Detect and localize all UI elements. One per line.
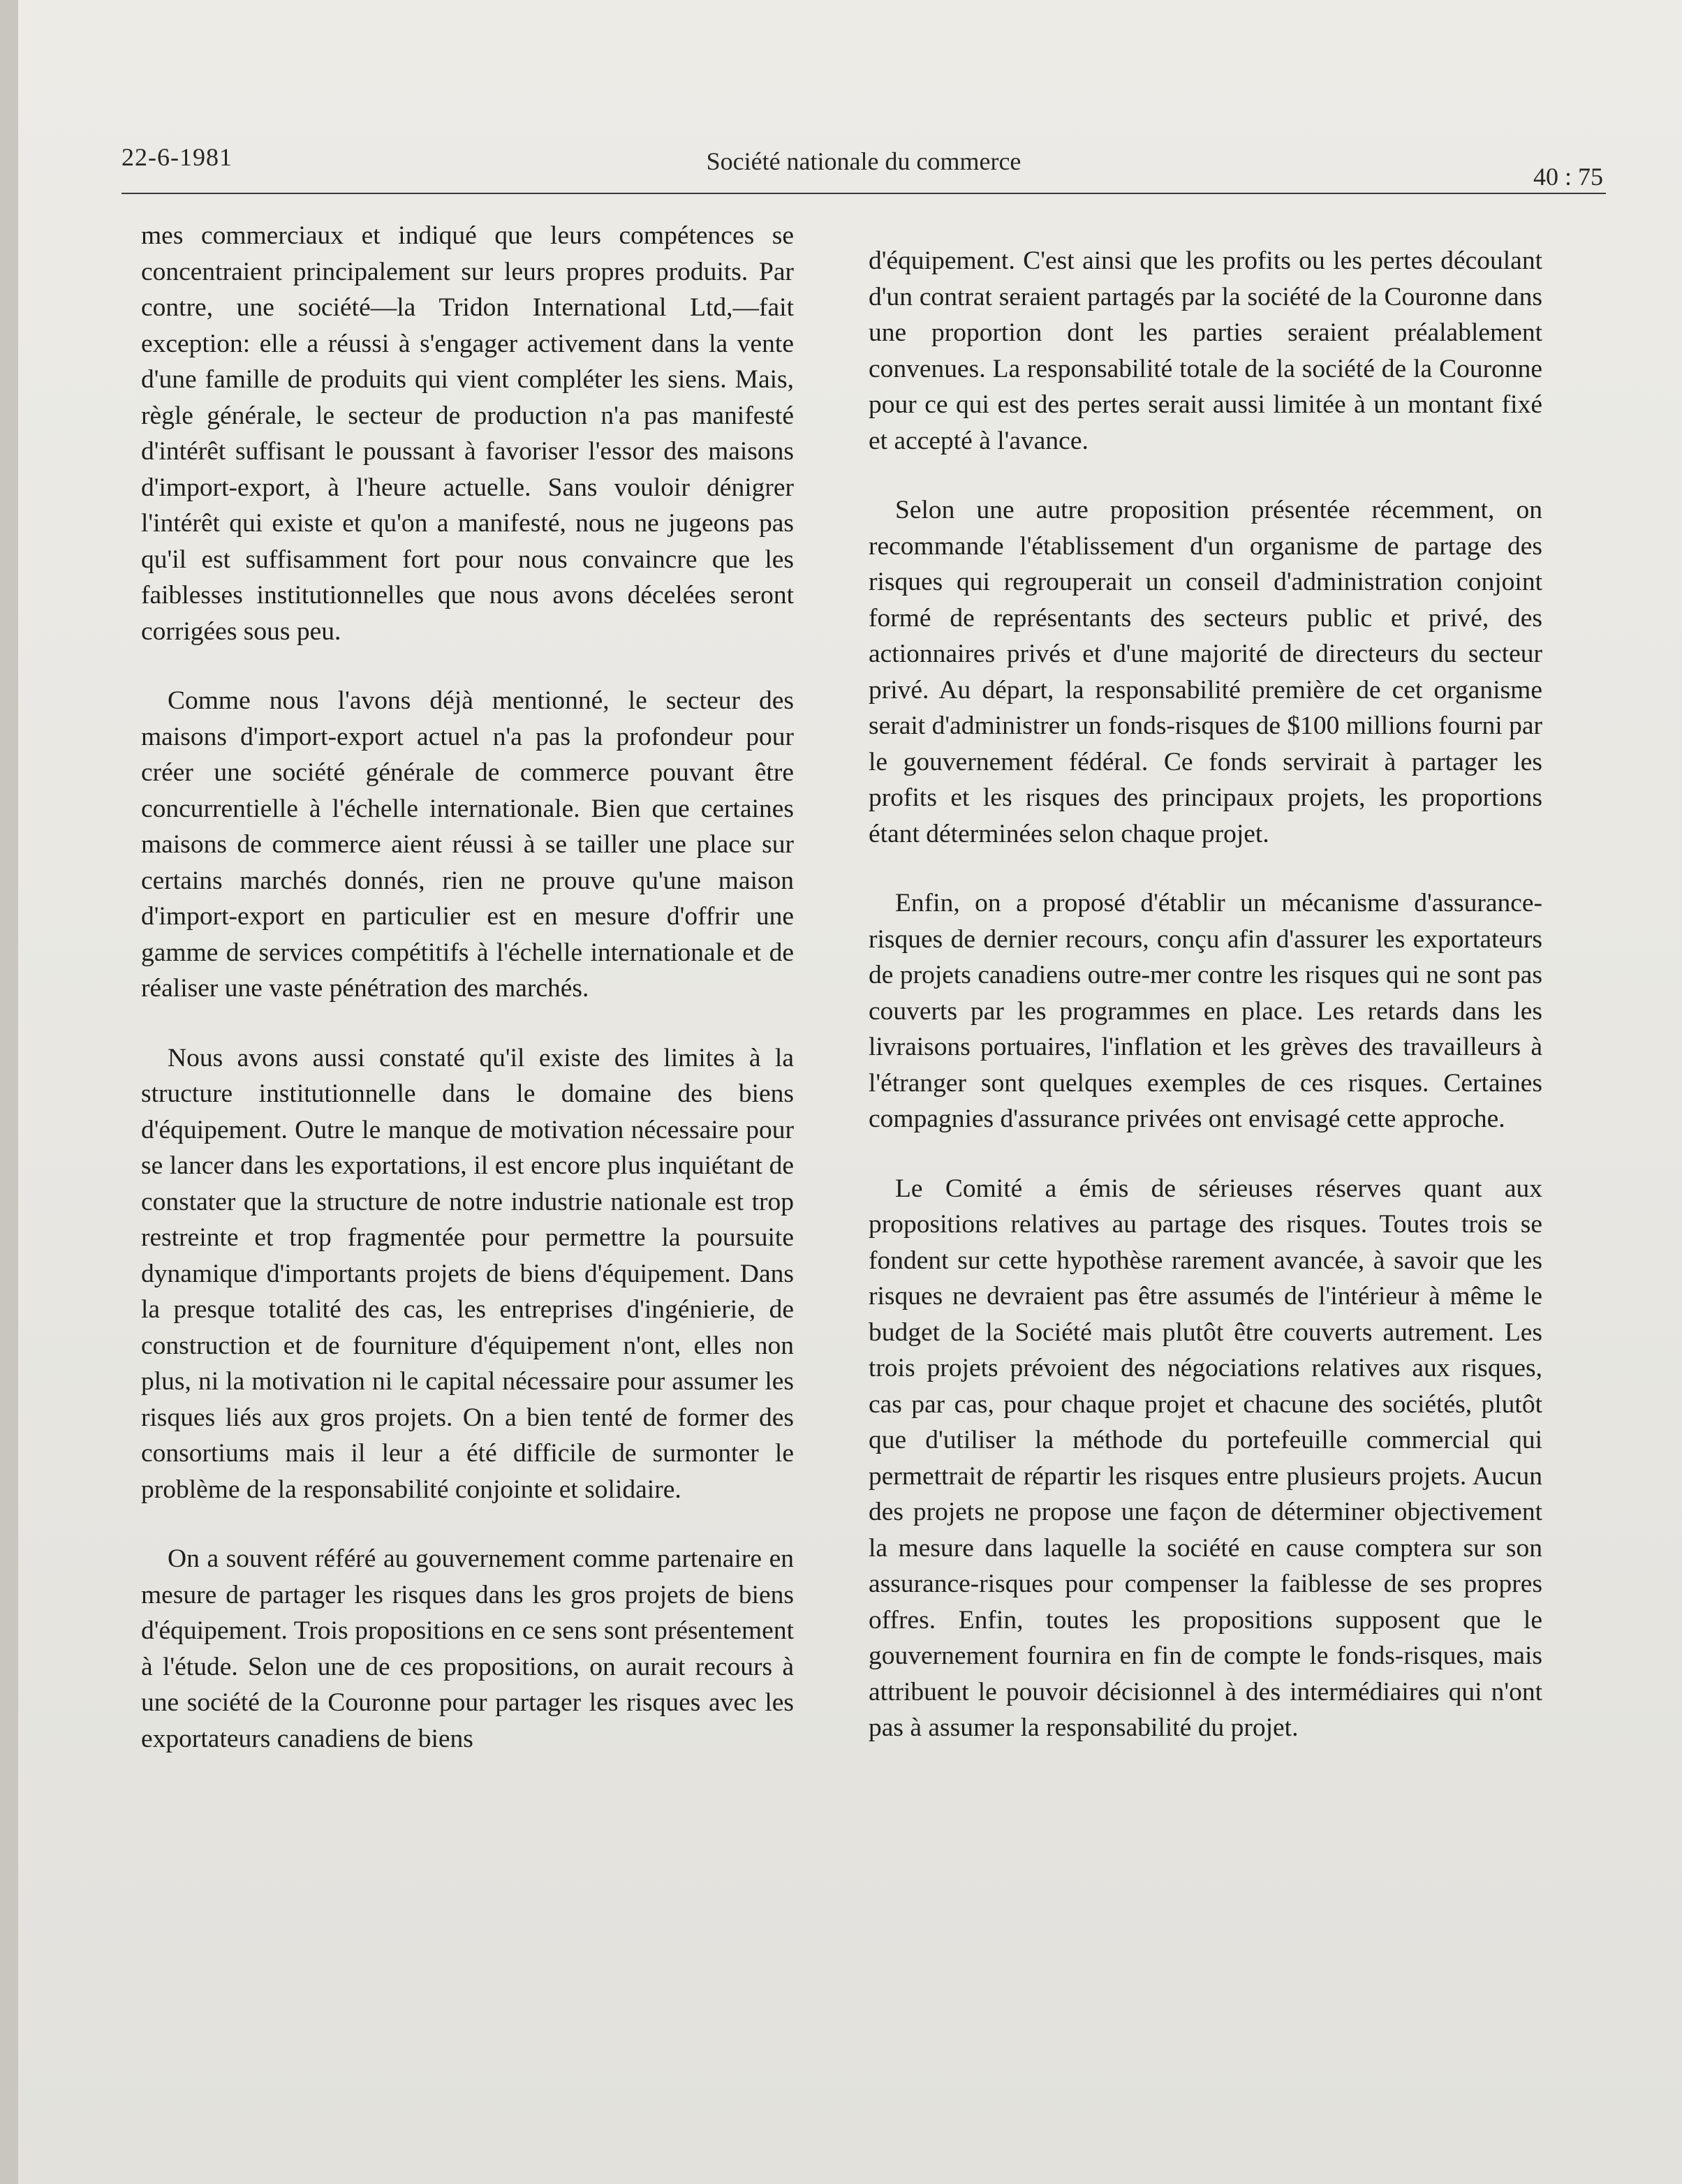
paragraph: Enfin, on a proposé d'établir un mécanisme d'assurance-risques de dernier recours, conçu afin d'assurer les exportateurs de projets canadiens outre-mer contre les risques qui ne sont pas couverts par les programmes en place. Les retards dans les livraisons portuaires, l'inflation et les grèves des travailleurs à l'étranger sont quelques exemples de ces risques. Certaines compagnies d'assurance privées ont envisagé cette approche. — [869, 889, 1542, 1133]
header-page-number: 40 : 75 — [1533, 163, 1603, 191]
right-column — [869, 243, 1542, 1780]
paragraph: d'équipement. C'est ainsi que les profits ou les pertes découlant d'un contrat seraient partagés par la société de la Couronne dans une proportion dont les parties seraient préalablement convenues. La responsabilité totale de la société de la Couronne pour ce qui est des pertes serait aussi limitée à un montant fixé et accepté à l'avance. — [869, 246, 1542, 455]
header-date: 22-6-1981 — [121, 143, 233, 171]
paragraph: Le Comité a émis de sérieuses réserves quant aux propositions relatives au partage des risques. Toutes trois se fondent sur cette hypothèse rarement avancée, à savoir que les risques ne devraient pas être assumés de l'intérieur à même le budget de la Société mais plutôt être couverts autrement. Les trois projets prévoient des négociations relatives aux risques, cas par cas, pour chaque projet et chacune des sociétés, plutôt que d'utiliser la méthode du portefeuille commercial qui permettrait de répartir les risques entre plusieurs projets. Aucun des projets ne propose une façon de déterminer objectivement la mesure dans laquelle la société en cause comptera sur son assurance-risques pour compenser la faiblesse de ses propres offres. Enfin, toutes les propositions supposent que le gouvernement fournira en fin de compte le fonds-risques, mais attribuent le pouvoir décisionnel à des intermédiaires qui n'ont pas à assumer la responsabilité du projet. — [869, 1174, 1542, 1742]
running-header — [121, 135, 1606, 198]
left-column — [141, 218, 794, 1790]
header-title: Société nationale du commerce — [706, 147, 1021, 175]
paragraph: On a souvent référé au gouvernement comme partenaire en mesure de partager les risques dans les gros projets de biens d'équipement. Trois propositions en ce sens sont présentement à l'étude. Selon une de ces propositions, on aurait recours à une société de la Couronne pour partager les risques avec les exportateurs canadiens de biens — [141, 1544, 794, 1753]
document-page — [18, 0, 1682, 2184]
paragraph: Nous avons aussi constaté qu'il existe des limites à la structure institutionnelle dans le domaine des biens d'équipement. Outre le manque de motivation nécessaire pour se lancer dans les exportations, il est encore plus inquiétant de constater que la structure de notre industrie nationale est trop restreinte et trop fragmentée pour permettre la poursuite dynamique d'importants projets de biens d'équipement. Dans la presque totalité des cas, les entreprises d'ingénierie, de construction et de fourniture d'équipement n'ont, elles non plus, ni la motivation ni le capital nécessaire pour assumer les risques liés aux gros projets. On a bien tenté de former des consortiums mais il leur a été difficile de surmonter le problème de la responsabilité conjointe et solidaire. — [141, 1043, 794, 1504]
paragraph: Comme nous l'avons déjà mentionné, le secteur des maisons d'import-export actuel n'a pas la profondeur pour créer une société générale de commerce pouvant être concurrentielle à l'échelle internationale. Bien que certaines maisons de commerce aient réussi à se tailler une place sur certains marchés donnés, rien ne prouve qu'une maison d'import-export en particulier est en mesure d'offrir une gamme de services compétitifs à l'échelle internationale et de réaliser une vaste pénétration des marchés. — [141, 686, 794, 1003]
paragraph: mes commerciaux et indiqué que leurs compétences se concentraient principalement sur leurs propres produits. Par contre, une société—la Tridon International Ltd,—fait exception: elle a réussi à s'engager activement dans la vente d'une famille de produits qui vient compléter les siens. Mais, règle générale, le secteur de production n'a pas manifesté d'intérêt suffisant le poussant à favoriser l'essor des maisons d'import-export, à l'heure actuelle. Sans vouloir dénigrer l'intérêt qui existe et qu'on a manifesté, nous ne jugeons pas qu'il est suffisamment fort pour nous convaincre que les faiblesses institutionnelles que nous avons décelées seront corrigées sous peu. — [141, 221, 794, 646]
header-rule — [121, 193, 1606, 194]
paragraph: Selon une autre proposition présentée récemment, on recommande l'établissement d'un organisme de partage des risques qui regrouperait un conseil d'administration conjoint formé de représentants des secteurs public et privé, des actionnaires privés et d'une majorité de directeurs du secteur privé. Au départ, la responsabilité première de cet organisme serait d'administrer un fonds-risques de $100 millions fourni par le gouvernement fédéral. Ce fonds servirait à partager les profits et les risques des principaux projets, les proportions étant déterminées selon chaque projet. — [869, 496, 1542, 848]
